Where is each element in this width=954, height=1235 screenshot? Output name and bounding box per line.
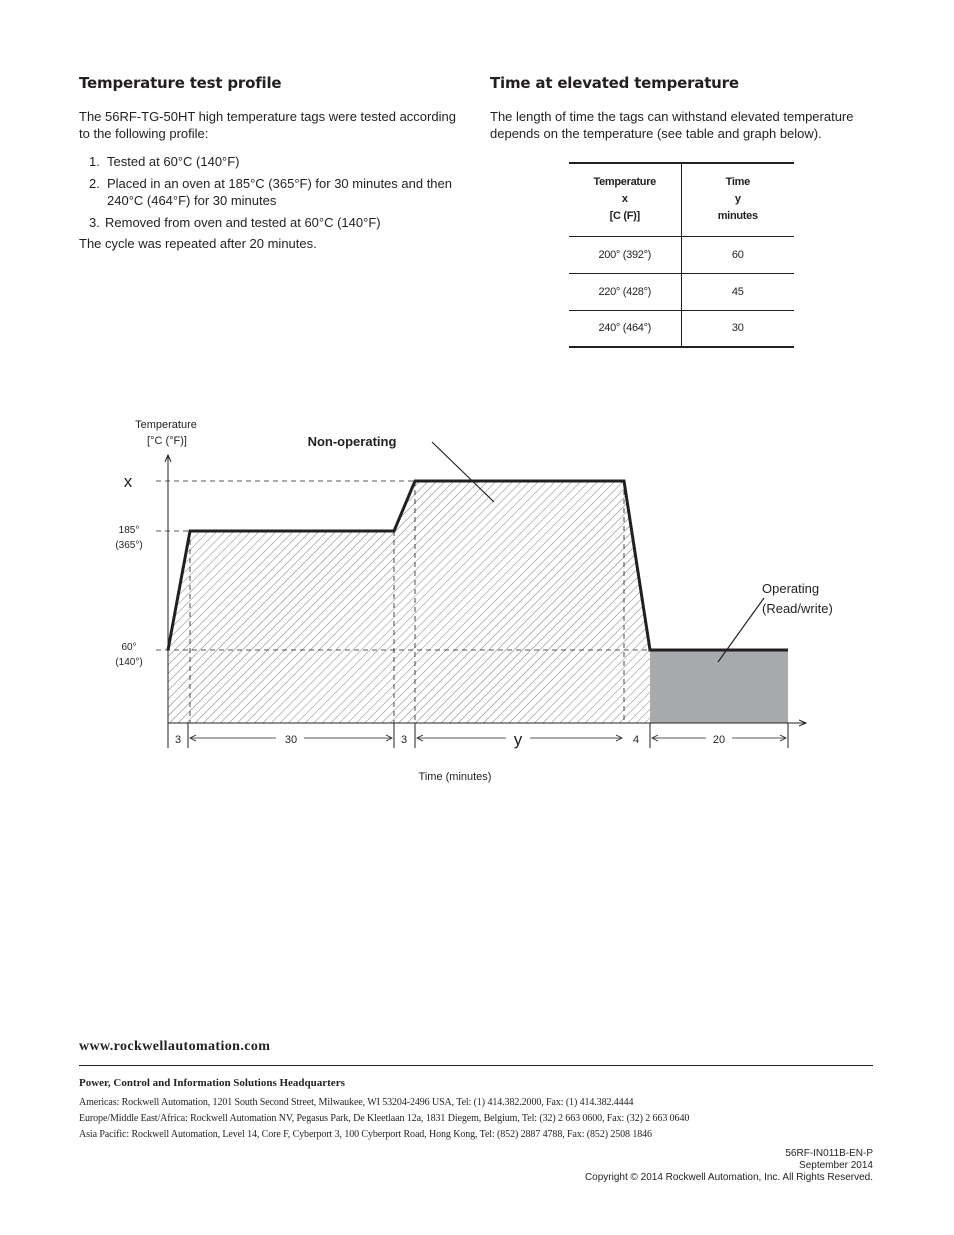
publication-number: 56RF-IN011B-EN-P [785,1148,873,1159]
list-item: 2. Placed in an oven at 185°C (365°F) for 30 minutes and then 240°C (464°F) for 30 minutes [89,176,452,208]
temperature-time-table [569,162,794,348]
non-operating-annotation: Non-operating [307,434,397,449]
section-heading: Temperature test profile [79,74,282,92]
cell-temperature: 200° (392°) [569,236,681,273]
x-axis-label: Time (minutes) [418,771,492,783]
cell-temperature: 240° (464°) [569,310,681,347]
steps-list [79,153,459,231]
operating-annotation: Operating [762,581,820,596]
y-axis-label: Temperature [135,419,197,431]
address-americas: Americas: Rockwell Automation, 1201 South Second Street, Milwaukee, WI 53204-2496 USA, Tel: (1) 414.382.2000, Fax: (1) 414.382.4444 [79,1097,634,1108]
section-heading: Time at elevated temperature [490,74,739,92]
table-row [569,273,794,310]
footer-divider [79,1065,873,1066]
closing-paragraph: The cycle was repeated after 20 minutes. [79,236,317,251]
duration-label: y [513,730,523,749]
y-tick-label: 60° [121,642,137,653]
publication-date: September 2014 [799,1160,873,1171]
y-tick-label: (140°) [115,657,143,668]
temperature-test-profile-section [79,74,459,252]
cell-time: 30 [681,310,794,347]
cell-time: 60 [681,236,794,273]
table-row [569,236,794,273]
duration-label: 20 [712,734,726,746]
duration-label: 3 [174,734,182,746]
duration-label: 3 [400,734,408,746]
header-time: Time y minutes [681,163,794,236]
y-tick-label: (365°) [115,540,143,551]
cell-temperature: 220° (428°) [569,273,681,310]
list-item: 1. Tested at 60°C (140°F) [89,154,240,169]
table-row [569,310,794,347]
intro-paragraph: The length of time the tags can withstand elevated temperature depends on the temperature (see table and graph below). [490,109,854,141]
y-tick-label: 185° [118,525,140,536]
footer-url: www.rockwellautomation.com [79,1039,271,1054]
duration-label: 4 [632,734,640,746]
duration-ticks [168,723,788,748]
time-at-elevated-temperature-section [490,74,875,142]
table-header-row [569,163,794,236]
temperature-profile-chart [0,400,954,800]
list-item: 3. Removed from oven and tested at 60°C (140°F) [89,215,381,230]
address-apac: Asia Pacific: Rockwell Automation, Level 14, Core F, Cyberport 3, 100 Cyberport Road, Hong Kong, Tel: (852) 2887 4788, Fax: (852) 2508 1846 [79,1129,652,1140]
cell-time: 45 [681,273,794,310]
duration-arrows [190,735,786,741]
operating-annotation-sub: (Read/write) [762,601,833,616]
copyright: Copyright © 2014 Rockwell Automation, Inc. All Rights Reserved. [584,1172,873,1183]
header-temperature: Temperature x [C (F)] [569,163,681,236]
non-operating-area [168,481,650,723]
address-emea: Europe/Middle East/Africa: Rockwell Automation NV, Pegasus Park, De Kleetlaan 12a, 1831 Diegem, Belgium, Tel: (32) 2 663 0600, Fax: (32) 2 663 0640 [79,1113,690,1124]
hq-title: Power, Control and Information Solutions Headquarters [79,1077,345,1089]
duration-label: 30 [284,734,298,746]
y-axis-label-units: [°C (°F)] [147,435,187,447]
intro-paragraph: The 56RF-TG-50HT high temperature tags were tested according to the following profile: [79,109,456,141]
y-tick-label: x [123,472,133,491]
